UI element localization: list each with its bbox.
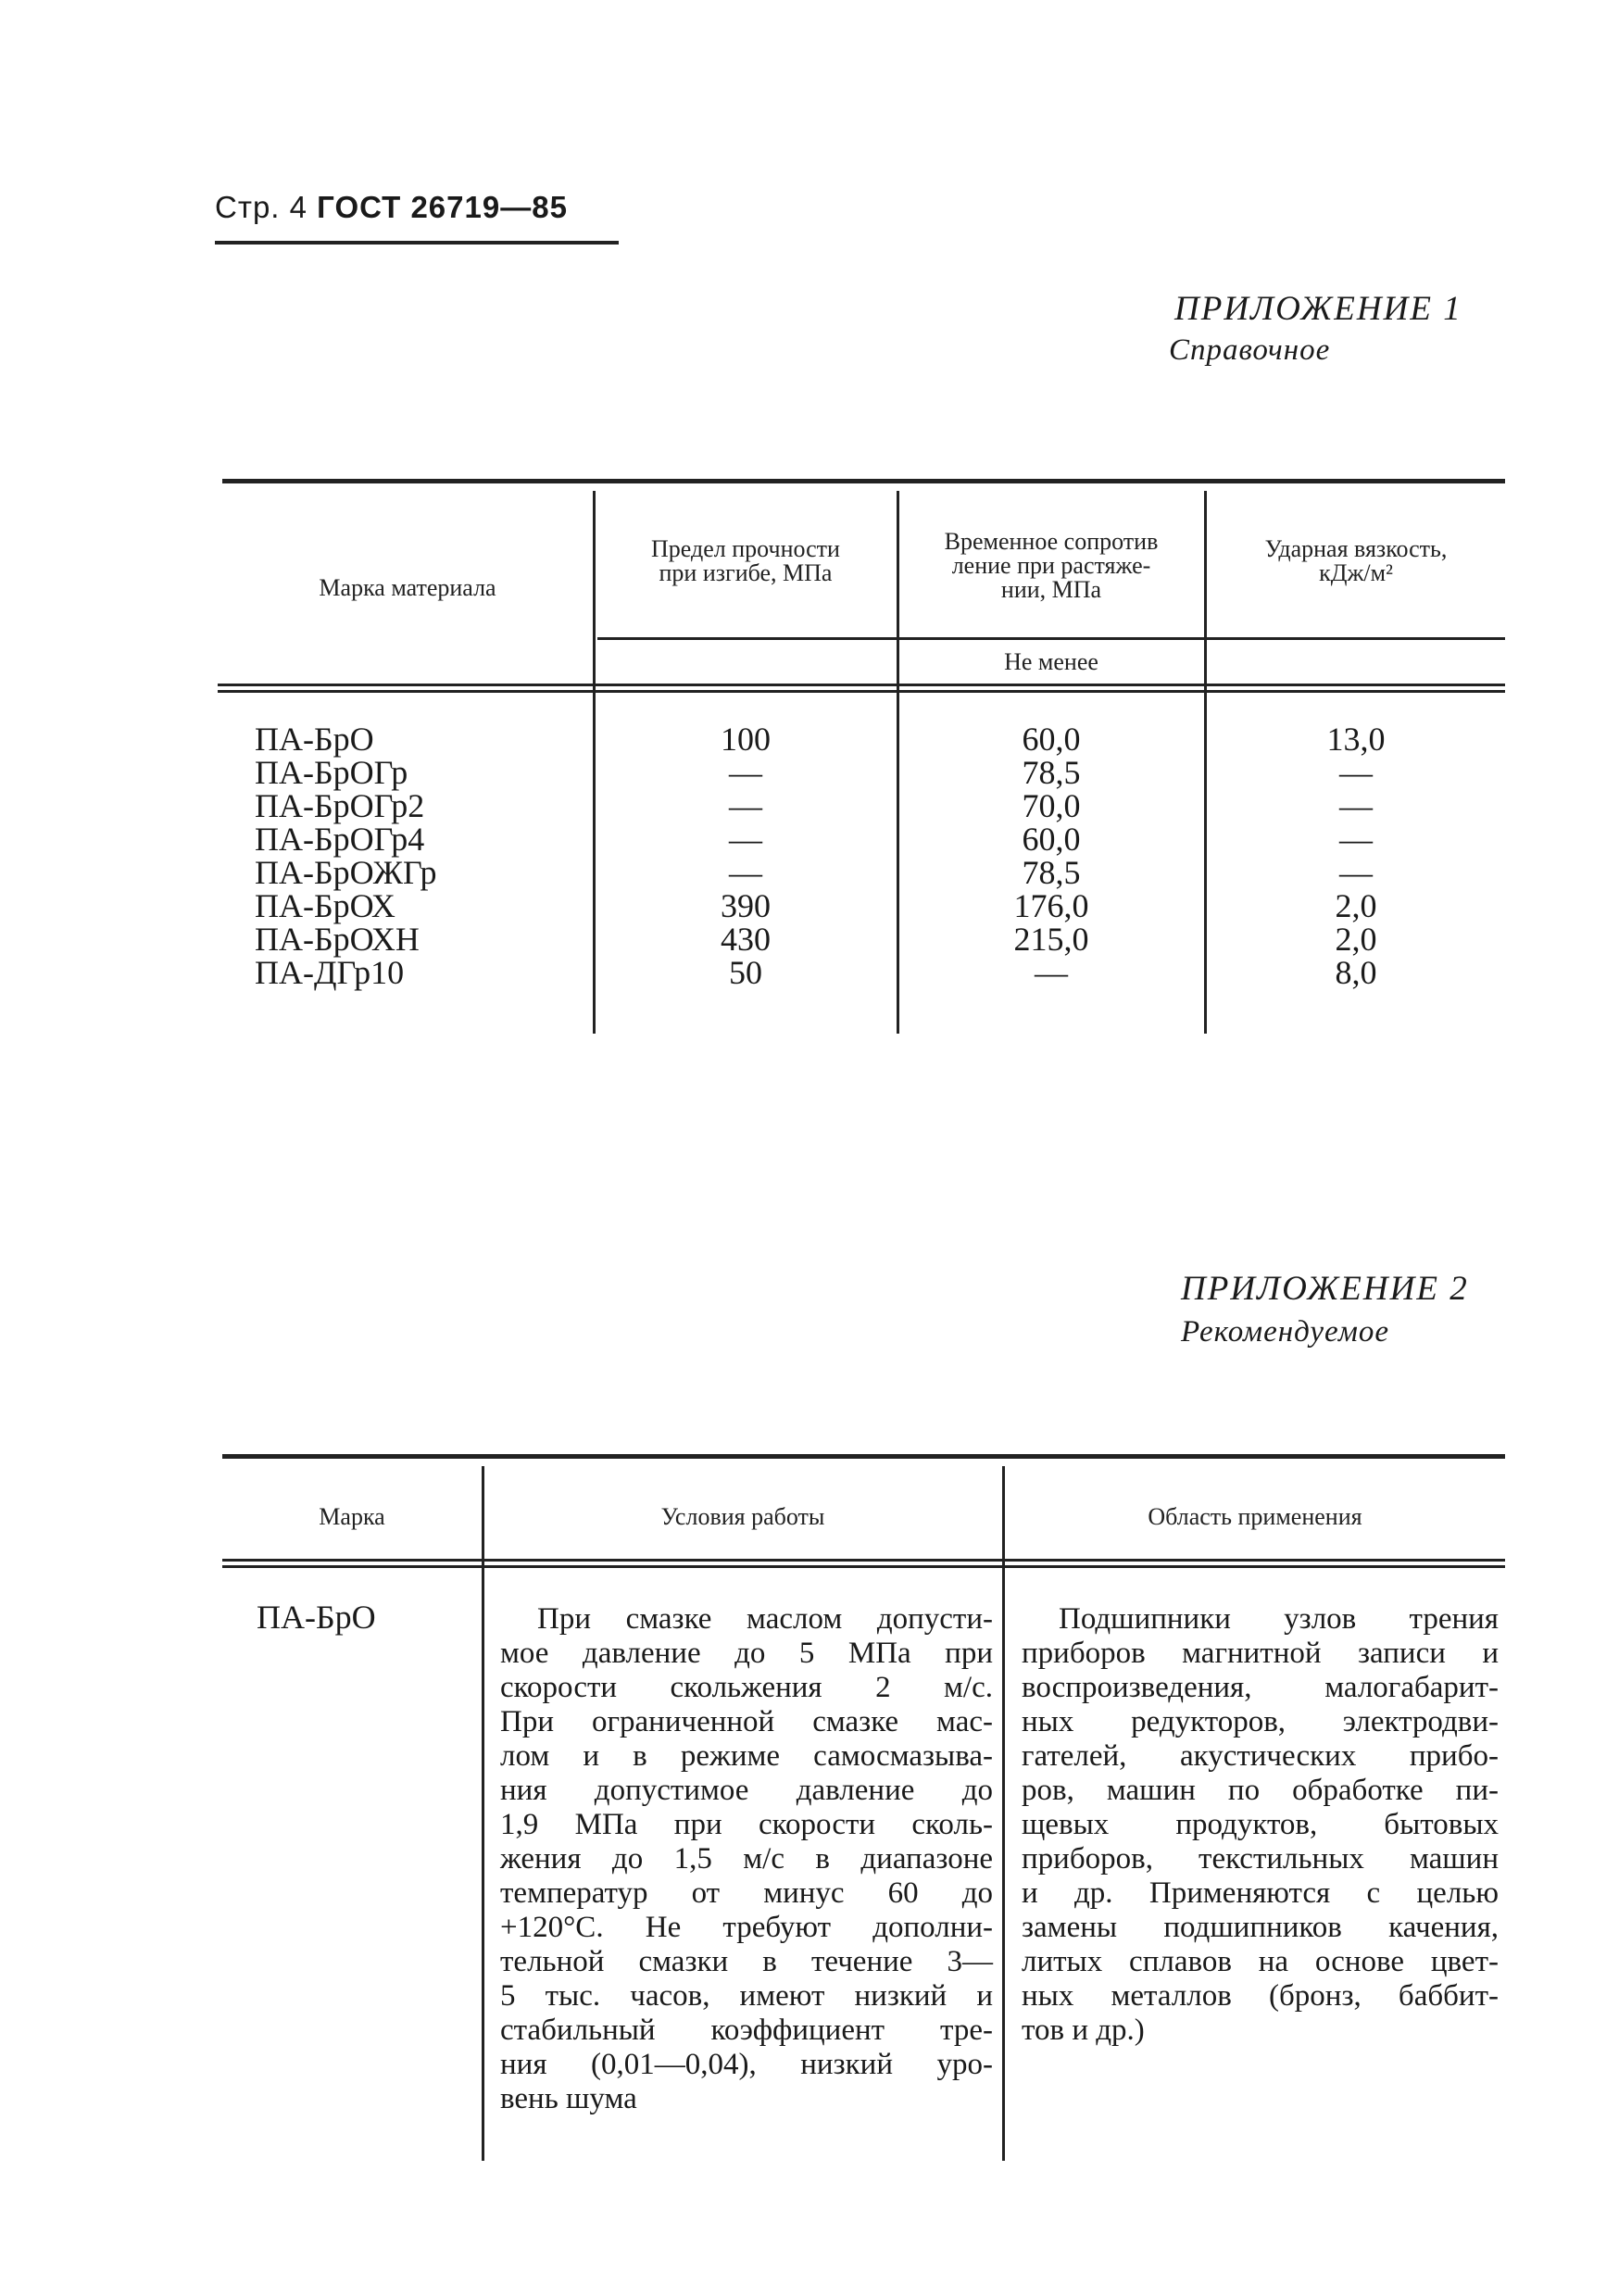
conditions-line: При ограниченной смазке мас- <box>500 1705 993 1738</box>
material-cell: ПА-БрОЖГр <box>255 854 437 891</box>
tensile-cell: 78,5 <box>1022 754 1081 791</box>
conditions-line: скорости скольжения 2 м/с. <box>500 1671 993 1704</box>
col-header-tensile-line2: ление при растяже- <box>951 552 1151 579</box>
standard-number: ГОСТ 26719—85 <box>317 190 568 224</box>
conditions-line: +120°С. Не требуют дополни- <box>500 1911 993 1944</box>
col-header-tensile-line3: нии, МПа <box>1000 576 1102 603</box>
appendix2-title: ПРИЛОЖЕНИЕ 2 <box>1181 1270 1469 1308</box>
table1-head-rule-b <box>218 690 1505 693</box>
impact-cell: — <box>1339 821 1373 858</box>
application-line: ных редукторов, электродви- <box>1022 1705 1499 1738</box>
tensile-cell: 78,5 <box>1022 854 1081 891</box>
application-line: и др. Применяются с целью <box>1022 1876 1499 1910</box>
application-line: щевых продуктов, бытовых <box>1022 1808 1499 1841</box>
material-cell: ПА-ДГр10 <box>255 954 405 991</box>
table2-top-rule <box>222 1454 1505 1459</box>
page-number: Стр. 4 <box>215 190 307 224</box>
col-header-material: Марка материала <box>319 574 496 601</box>
col-header-conditions: Условия работы <box>660 1503 825 1530</box>
table1-col-divider <box>593 491 596 1034</box>
col-header-bending-line2: при изгибе, МПа <box>659 559 833 586</box>
material-cell: ПА-БрОГр4 <box>255 821 425 858</box>
application-line: приборов, текстильных машин <box>1022 1842 1499 1876</box>
bending-cell: 50 <box>729 954 762 991</box>
table1-top-rule <box>222 479 1505 483</box>
col-header-grade: Марка <box>319 1503 385 1530</box>
col-subheader-min: Не менее <box>1004 648 1098 675</box>
material-cell: ПА-БрО <box>255 721 374 758</box>
impact-cell: — <box>1339 854 1373 891</box>
appendix2-subtitle: Рекомендуемое <box>1181 1315 1390 1349</box>
conditions-line: лом и в режиме самосмазыва- <box>500 1739 993 1773</box>
tensile-cell: 176,0 <box>1013 887 1089 924</box>
material-cell: ПА-БрОХ <box>255 887 395 924</box>
material-cell: ПА-БрОГр <box>255 754 408 791</box>
bending-cell: — <box>729 787 762 824</box>
application-line: литых сплавов на основе цвет- <box>1022 1945 1499 1978</box>
application-line: воспроизведения, малогабарит- <box>1022 1671 1499 1704</box>
appendix1-subtitle: Справочное <box>1169 333 1331 367</box>
bending-cell: — <box>729 821 762 858</box>
conditions-line: стабильный коэффициент тре- <box>500 2014 993 2047</box>
conditions-line: тельной смазки в течение 3— <box>500 1945 993 1978</box>
conditions-line: 1,9 МПа при скорости сколь- <box>500 1808 993 1841</box>
bending-cell: 430 <box>721 921 771 958</box>
conditions-line: вень шума <box>500 2082 637 2115</box>
table2-head-rule-b <box>222 1565 1505 1568</box>
conditions-line: ния (0,01—0,04), низкий уро- <box>500 2048 993 2081</box>
tensile-cell: — <box>1035 954 1068 991</box>
material-cell: ПА-БрОХН <box>255 921 420 958</box>
bending-cell: — <box>729 854 762 891</box>
col-header-impact-line2: кДж/м² <box>1319 559 1393 586</box>
grade-cell: ПА-БрО <box>257 1599 376 1636</box>
conditions-line: ния допустимое давление до <box>500 1774 993 1807</box>
application-line: гателей, акустических прибо- <box>1022 1739 1499 1773</box>
table2-col-divider <box>482 1466 484 2161</box>
conditions-line: 5 тыс. часов, имеют низкий и <box>500 1979 993 2013</box>
col-header-tensile-line1: Временное сопротив <box>944 528 1159 555</box>
application-line: приборов магнитной записи и <box>1022 1637 1499 1670</box>
application-line: тов и др.) <box>1022 2014 1145 2047</box>
col-header-application: Область применения <box>1148 1503 1362 1530</box>
bending-cell: 390 <box>721 887 771 924</box>
bending-cell: — <box>729 754 762 791</box>
table2-head-rule-a <box>222 1559 1505 1562</box>
bending-cell: 100 <box>721 721 771 758</box>
application-line: замены подшипников качения, <box>1022 1911 1499 1944</box>
application-line: ных металлов (бронз, баббит- <box>1022 1979 1499 2013</box>
col-header-impact-line1: Ударная вязкость, <box>1264 535 1448 562</box>
tensile-cell: 60,0 <box>1022 721 1081 758</box>
tensile-cell: 70,0 <box>1022 787 1081 824</box>
material-cell: ПА-БрОГр2 <box>255 787 425 824</box>
tensile-cell: 215,0 <box>1013 921 1089 958</box>
tensile-cell: 60,0 <box>1022 821 1081 858</box>
col-header-bending-line1: Предел прочности <box>651 535 840 562</box>
header-rule <box>215 241 619 245</box>
impact-cell: — <box>1339 787 1373 824</box>
table1-head-rule-a <box>218 684 1505 686</box>
impact-cell: 2,0 <box>1335 887 1377 924</box>
table1-subheader-rule <box>597 637 1505 640</box>
conditions-line: жения до 1,5 м/с в диапазоне <box>500 1842 993 1876</box>
impact-cell: 13,0 <box>1326 721 1386 758</box>
running-header <box>215 190 568 225</box>
conditions-cell <box>500 1602 993 2116</box>
appendix1-title: ПРИЛОЖЕНИЕ 1 <box>1174 290 1462 328</box>
table2-col-divider <box>1002 1466 1005 2161</box>
conditions-line: мое давление до 5 МПа при <box>500 1637 993 1670</box>
table1-col-divider <box>897 491 899 1034</box>
impact-cell: 2,0 <box>1335 921 1377 958</box>
conditions-line: При смазке маслом допусти- <box>537 1602 993 1636</box>
application-line: ров, машин по обработке пи- <box>1022 1774 1499 1807</box>
conditions-line: температур от минус 60 до <box>500 1876 993 1910</box>
table1-col-divider <box>1204 491 1207 1034</box>
application-line: Подшипники узлов трения <box>1059 1602 1499 1636</box>
impact-cell: — <box>1339 754 1373 791</box>
application-cell <box>1022 1602 1499 2048</box>
impact-cell: 8,0 <box>1335 954 1377 991</box>
